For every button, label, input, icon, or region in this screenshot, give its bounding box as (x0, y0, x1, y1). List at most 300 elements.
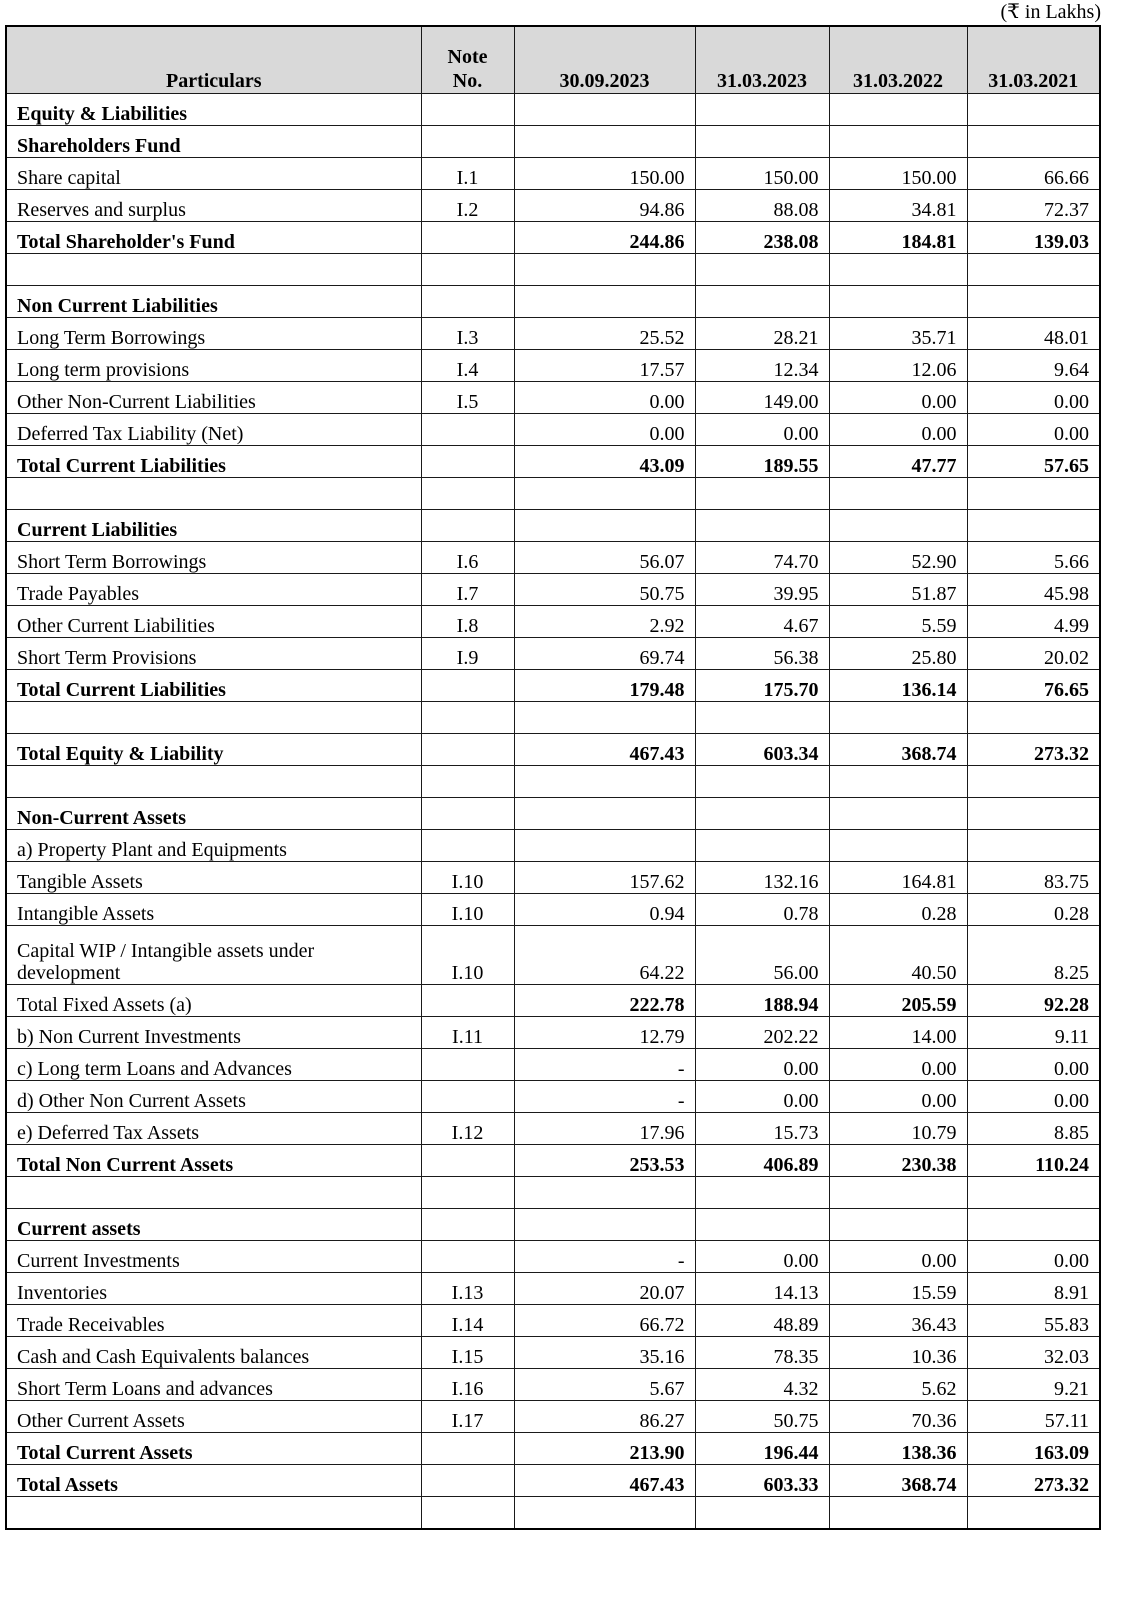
row-value-4: 0.00 (967, 1241, 1100, 1273)
row-particular: e) Deferred Tax Assets (6, 1113, 421, 1145)
row-note-no (421, 1465, 514, 1497)
row-value-2: 48.89 (695, 1305, 829, 1337)
row-particular: Trade Payables (6, 574, 421, 606)
row-value-2: 56.00 (695, 926, 829, 985)
row-particular: Total Current Liabilities (6, 670, 421, 702)
row-value-2: 74.70 (695, 542, 829, 574)
row-value-3: 36.43 (829, 1305, 967, 1337)
table-row (6, 126, 1100, 158)
row-value-3 (829, 702, 967, 734)
table-row (6, 702, 1100, 734)
row-value-1: - (514, 1049, 695, 1081)
row-value-3 (829, 798, 967, 830)
table-row (6, 478, 1100, 510)
row-value-3 (829, 126, 967, 158)
row-value-2 (695, 254, 829, 286)
row-value-1: 244.86 (514, 222, 695, 254)
row-value-2: 132.16 (695, 862, 829, 894)
row-note-no (421, 1433, 514, 1465)
row-particular: Short Term Loans and advances (6, 1369, 421, 1401)
row-value-4: 32.03 (967, 1337, 1100, 1369)
row-particular: c) Long term Loans and Advances (6, 1049, 421, 1081)
row-note-no: I.17 (421, 1401, 514, 1433)
row-note-no (421, 222, 514, 254)
row-particular (6, 254, 421, 286)
header-date-1: 30.09.2023 (514, 26, 695, 94)
row-particular: Shareholders Fund (6, 126, 421, 158)
row-value-3: 0.00 (829, 1241, 967, 1273)
row-note-no (421, 446, 514, 478)
table-row (6, 318, 1100, 350)
row-particular (6, 1177, 421, 1209)
row-value-1 (514, 766, 695, 798)
row-note-no (421, 126, 514, 158)
row-note-no (421, 1081, 514, 1113)
row-value-4: 273.32 (967, 1465, 1100, 1497)
row-value-3 (829, 254, 967, 286)
row-particular: Other Current Liabilities (6, 606, 421, 638)
row-value-2: 149.00 (695, 382, 829, 414)
row-particular: Current assets (6, 1209, 421, 1241)
header-note-no (421, 26, 514, 94)
row-value-3: 70.36 (829, 1401, 967, 1433)
row-value-3: 51.87 (829, 574, 967, 606)
row-particular: Short Term Borrowings (6, 542, 421, 574)
row-value-1: 0.00 (514, 382, 695, 414)
row-note-no (421, 286, 514, 318)
row-value-4: 76.65 (967, 670, 1100, 702)
row-value-2: 0.78 (695, 894, 829, 926)
table-row (6, 446, 1100, 478)
row-value-2 (695, 1497, 829, 1530)
row-note-no: I.9 (421, 638, 514, 670)
row-note-no (421, 766, 514, 798)
row-value-1 (514, 510, 695, 542)
row-particular: Current Liabilities (6, 510, 421, 542)
row-value-1: 157.62 (514, 862, 695, 894)
row-value-4 (967, 766, 1100, 798)
table-row (6, 1017, 1100, 1049)
row-value-2: 88.08 (695, 190, 829, 222)
row-note-no: I.8 (421, 606, 514, 638)
row-value-4: 273.32 (967, 734, 1100, 766)
row-note-no (421, 830, 514, 862)
row-value-1: 253.53 (514, 1145, 695, 1177)
row-value-3: 184.81 (829, 222, 967, 254)
row-value-1: 69.74 (514, 638, 695, 670)
row-note-no (421, 1177, 514, 1209)
row-value-1: 66.72 (514, 1305, 695, 1337)
row-particular: Cash and Cash Equivalents balances (6, 1337, 421, 1369)
header-particulars: Particulars (6, 26, 421, 94)
row-value-4: 8.85 (967, 1113, 1100, 1145)
table-row (6, 1081, 1100, 1113)
row-value-1: 467.43 (514, 1465, 695, 1497)
row-particular (6, 478, 421, 510)
row-note-no: I.12 (421, 1113, 514, 1145)
row-value-4 (967, 798, 1100, 830)
row-value-1: 86.27 (514, 1401, 695, 1433)
table-row (6, 1177, 1100, 1209)
row-particular: Total Current Assets (6, 1433, 421, 1465)
row-value-3: 368.74 (829, 734, 967, 766)
row-value-1 (514, 478, 695, 510)
table-row (6, 766, 1100, 798)
row-value-1: 467.43 (514, 734, 695, 766)
row-value-4: 8.91 (967, 1273, 1100, 1305)
table-row (6, 414, 1100, 446)
row-value-3 (829, 286, 967, 318)
row-value-3: 10.79 (829, 1113, 967, 1145)
table-row (6, 798, 1100, 830)
row-value-2 (695, 830, 829, 862)
row-value-3: 150.00 (829, 158, 967, 190)
row-value-2: 78.35 (695, 1337, 829, 1369)
row-value-1 (514, 286, 695, 318)
row-value-3: 47.77 (829, 446, 967, 478)
row-note-no (421, 94, 514, 126)
row-value-2 (695, 798, 829, 830)
row-note-no (421, 1497, 514, 1530)
row-particular: d) Other Non Current Assets (6, 1081, 421, 1113)
row-value-3: 0.00 (829, 382, 967, 414)
row-value-4 (967, 478, 1100, 510)
balance-sheet-table (5, 25, 1101, 1530)
row-particular: Tangible Assets (6, 862, 421, 894)
row-value-2 (695, 286, 829, 318)
row-value-1 (514, 126, 695, 158)
table-row (6, 606, 1100, 638)
row-particular: Reserves and surplus (6, 190, 421, 222)
row-value-2: 14.13 (695, 1273, 829, 1305)
row-value-2 (695, 94, 829, 126)
table-header (6, 26, 1100, 94)
row-value-3: 0.28 (829, 894, 967, 926)
table-row (6, 1497, 1100, 1530)
row-value-1: 35.16 (514, 1337, 695, 1369)
row-particular: Trade Receivables (6, 1305, 421, 1337)
row-particular: b) Non Current Investments (6, 1017, 421, 1049)
row-value-3 (829, 1497, 967, 1530)
row-value-3: 136.14 (829, 670, 967, 702)
table-row (6, 1113, 1100, 1145)
row-value-4: 57.11 (967, 1401, 1100, 1433)
row-value-3: 40.50 (829, 926, 967, 985)
row-value-3: 12.06 (829, 350, 967, 382)
table-row (6, 1049, 1100, 1081)
row-value-2: 0.00 (695, 1241, 829, 1273)
table-row (6, 734, 1100, 766)
header-date-2: 31.03.2023 (695, 26, 829, 94)
row-value-4: 72.37 (967, 190, 1100, 222)
table-row (6, 190, 1100, 222)
row-particular: Capital WIP / Intangible assets under development (6, 926, 421, 985)
row-value-2 (695, 702, 829, 734)
table-row (6, 382, 1100, 414)
row-value-4: 4.99 (967, 606, 1100, 638)
table-row (6, 574, 1100, 606)
row-value-4: 92.28 (967, 985, 1100, 1017)
row-value-3: 35.71 (829, 318, 967, 350)
table-row (6, 1369, 1100, 1401)
row-note-no: I.14 (421, 1305, 514, 1337)
table-row (6, 1241, 1100, 1273)
row-note-no: I.13 (421, 1273, 514, 1305)
row-value-1: - (514, 1241, 695, 1273)
row-value-1: 213.90 (514, 1433, 695, 1465)
row-value-4: 9.64 (967, 350, 1100, 382)
row-value-1: 56.07 (514, 542, 695, 574)
row-value-2: 603.34 (695, 734, 829, 766)
row-value-1: 43.09 (514, 446, 695, 478)
row-value-4: 0.00 (967, 1081, 1100, 1113)
row-value-2: 4.32 (695, 1369, 829, 1401)
row-value-1 (514, 702, 695, 734)
row-note-no: I.15 (421, 1337, 514, 1369)
row-particular: Total Non Current Assets (6, 1145, 421, 1177)
row-value-4: 0.00 (967, 1049, 1100, 1081)
row-value-2: 603.33 (695, 1465, 829, 1497)
row-value-2: 28.21 (695, 318, 829, 350)
row-note-no: I.10 (421, 862, 514, 894)
table-row (6, 1273, 1100, 1305)
row-note-no (421, 1049, 514, 1081)
row-value-1: 64.22 (514, 926, 695, 985)
row-value-2: 56.38 (695, 638, 829, 670)
row-value-2: 202.22 (695, 1017, 829, 1049)
row-note-no: I.4 (421, 350, 514, 382)
row-value-4: 57.65 (967, 446, 1100, 478)
row-value-2: 0.00 (695, 1049, 829, 1081)
row-value-4 (967, 1209, 1100, 1241)
header-note-line2: No. (452, 70, 483, 92)
table-row (6, 670, 1100, 702)
table-row (6, 1465, 1100, 1497)
row-value-2: 12.34 (695, 350, 829, 382)
row-value-1 (514, 1209, 695, 1241)
row-value-4 (967, 94, 1100, 126)
row-value-3: 0.00 (829, 1049, 967, 1081)
row-value-4: 0.28 (967, 894, 1100, 926)
row-value-4: 9.21 (967, 1369, 1100, 1401)
row-value-3: 10.36 (829, 1337, 967, 1369)
row-value-1: 5.67 (514, 1369, 695, 1401)
row-value-3 (829, 830, 967, 862)
row-particular: Total Assets (6, 1465, 421, 1497)
row-value-3: 205.59 (829, 985, 967, 1017)
row-particular (6, 702, 421, 734)
row-value-4: 66.66 (967, 158, 1100, 190)
table-row (6, 158, 1100, 190)
row-note-no (421, 510, 514, 542)
row-value-4: 139.03 (967, 222, 1100, 254)
row-value-1: 150.00 (514, 158, 695, 190)
row-note-no: I.16 (421, 1369, 514, 1401)
row-value-2: 0.00 (695, 414, 829, 446)
row-value-2: 196.44 (695, 1433, 829, 1465)
row-value-1: 2.92 (514, 606, 695, 638)
row-value-3: 34.81 (829, 190, 967, 222)
table-row (6, 894, 1100, 926)
row-value-2 (695, 1177, 829, 1209)
row-note-no (421, 478, 514, 510)
row-particular: Inventories (6, 1273, 421, 1305)
row-value-2: 50.75 (695, 1401, 829, 1433)
row-value-1: 179.48 (514, 670, 695, 702)
row-particular: Long term provisions (6, 350, 421, 382)
table-row (6, 926, 1100, 985)
row-value-2: 15.73 (695, 1113, 829, 1145)
row-note-no: I.7 (421, 574, 514, 606)
table-row (6, 542, 1100, 574)
row-particular: Total Fixed Assets (a) (6, 985, 421, 1017)
row-particular: Total Equity & Liability (6, 734, 421, 766)
row-value-3: 25.80 (829, 638, 967, 670)
row-value-3 (829, 766, 967, 798)
table-row (6, 1433, 1100, 1465)
row-value-3: 14.00 (829, 1017, 967, 1049)
row-value-2: 4.67 (695, 606, 829, 638)
row-note-no (421, 1209, 514, 1241)
table-row (6, 510, 1100, 542)
table-row (6, 1337, 1100, 1369)
row-value-3: 368.74 (829, 1465, 967, 1497)
row-value-1 (514, 830, 695, 862)
header-date-4: 31.03.2021 (967, 26, 1100, 94)
row-value-1: 0.00 (514, 414, 695, 446)
row-value-2 (695, 1209, 829, 1241)
table-row (6, 94, 1100, 126)
row-particular: Non-Current Assets (6, 798, 421, 830)
row-value-4: 0.00 (967, 414, 1100, 446)
table-row (6, 1209, 1100, 1241)
row-value-4: 83.75 (967, 862, 1100, 894)
row-particular: Other Non-Current Liabilities (6, 382, 421, 414)
table-row (6, 254, 1100, 286)
unit-note: (₹ in Lakhs) (1000, 1, 1101, 23)
row-value-1: 17.96 (514, 1113, 695, 1145)
row-note-no: I.2 (421, 190, 514, 222)
row-value-1 (514, 1177, 695, 1209)
row-note-no: I.10 (421, 894, 514, 926)
row-note-no (421, 985, 514, 1017)
row-value-3: 15.59 (829, 1273, 967, 1305)
row-particular: Other Current Assets (6, 1401, 421, 1433)
row-value-1: 20.07 (514, 1273, 695, 1305)
row-particular: a) Property Plant and Equipments (6, 830, 421, 862)
row-value-1: 12.79 (514, 1017, 695, 1049)
row-particular: Share capital (6, 158, 421, 190)
row-value-2 (695, 478, 829, 510)
table-row (6, 862, 1100, 894)
row-particular: Long Term Borrowings (6, 318, 421, 350)
row-note-no (421, 702, 514, 734)
row-value-3: 230.38 (829, 1145, 967, 1177)
table-row (6, 1401, 1100, 1433)
row-note-no (421, 254, 514, 286)
row-value-1: 222.78 (514, 985, 695, 1017)
row-note-no: I.3 (421, 318, 514, 350)
row-value-2: 175.70 (695, 670, 829, 702)
row-note-no: I.5 (421, 382, 514, 414)
row-note-no (421, 1145, 514, 1177)
row-value-3: 138.36 (829, 1433, 967, 1465)
row-particular: Current Investments (6, 1241, 421, 1273)
row-value-2: 189.55 (695, 446, 829, 478)
row-particular (6, 1497, 421, 1530)
row-note-no: I.10 (421, 926, 514, 985)
row-particular: Intangible Assets (6, 894, 421, 926)
row-particular: Total Current Liabilities (6, 446, 421, 478)
row-value-2: 0.00 (695, 1081, 829, 1113)
row-value-3 (829, 1177, 967, 1209)
row-value-3: 164.81 (829, 862, 967, 894)
row-value-2 (695, 766, 829, 798)
row-particular (6, 766, 421, 798)
row-value-1 (514, 94, 695, 126)
row-note-no: I.6 (421, 542, 514, 574)
row-value-3: 5.62 (829, 1369, 967, 1401)
row-note-no (421, 414, 514, 446)
row-note-no (421, 734, 514, 766)
row-particular: Deferred Tax Liability (Net) (6, 414, 421, 446)
header-date-3: 31.03.2022 (829, 26, 967, 94)
row-value-4: 55.83 (967, 1305, 1100, 1337)
row-value-4: 45.98 (967, 574, 1100, 606)
table-row (6, 638, 1100, 670)
row-value-4 (967, 702, 1100, 734)
row-value-1 (514, 798, 695, 830)
row-value-2 (695, 510, 829, 542)
row-value-4: 110.24 (967, 1145, 1100, 1177)
row-value-3 (829, 478, 967, 510)
row-value-1: 17.57 (514, 350, 695, 382)
row-value-3: 5.59 (829, 606, 967, 638)
row-value-2: 406.89 (695, 1145, 829, 1177)
row-value-4: 163.09 (967, 1433, 1100, 1465)
row-value-3: 0.00 (829, 414, 967, 446)
row-value-4: 0.00 (967, 382, 1100, 414)
row-note-no: I.1 (421, 158, 514, 190)
row-value-3 (829, 510, 967, 542)
row-particular: Equity & Liabilities (6, 94, 421, 126)
row-value-1: 50.75 (514, 574, 695, 606)
table-row (6, 222, 1100, 254)
row-particular: Non Current Liabilities (6, 286, 421, 318)
table-row (6, 350, 1100, 382)
row-value-4 (967, 1497, 1100, 1530)
row-value-1: 0.94 (514, 894, 695, 926)
row-note-no (421, 1241, 514, 1273)
row-value-3 (829, 1209, 967, 1241)
row-value-2: 39.95 (695, 574, 829, 606)
row-value-4: 8.25 (967, 926, 1100, 985)
row-value-3: 52.90 (829, 542, 967, 574)
row-value-4: 5.66 (967, 542, 1100, 574)
row-value-1 (514, 1497, 695, 1530)
header-note-line1: Note (447, 46, 488, 68)
table-row (6, 830, 1100, 862)
row-value-2: 238.08 (695, 222, 829, 254)
row-value-2 (695, 126, 829, 158)
row-value-4: 9.11 (967, 1017, 1100, 1049)
row-particular: Short Term Provisions (6, 638, 421, 670)
row-value-4 (967, 126, 1100, 158)
row-value-3: 0.00 (829, 1081, 967, 1113)
table-body (6, 94, 1100, 1530)
row-value-1 (514, 254, 695, 286)
row-value-4 (967, 830, 1100, 862)
